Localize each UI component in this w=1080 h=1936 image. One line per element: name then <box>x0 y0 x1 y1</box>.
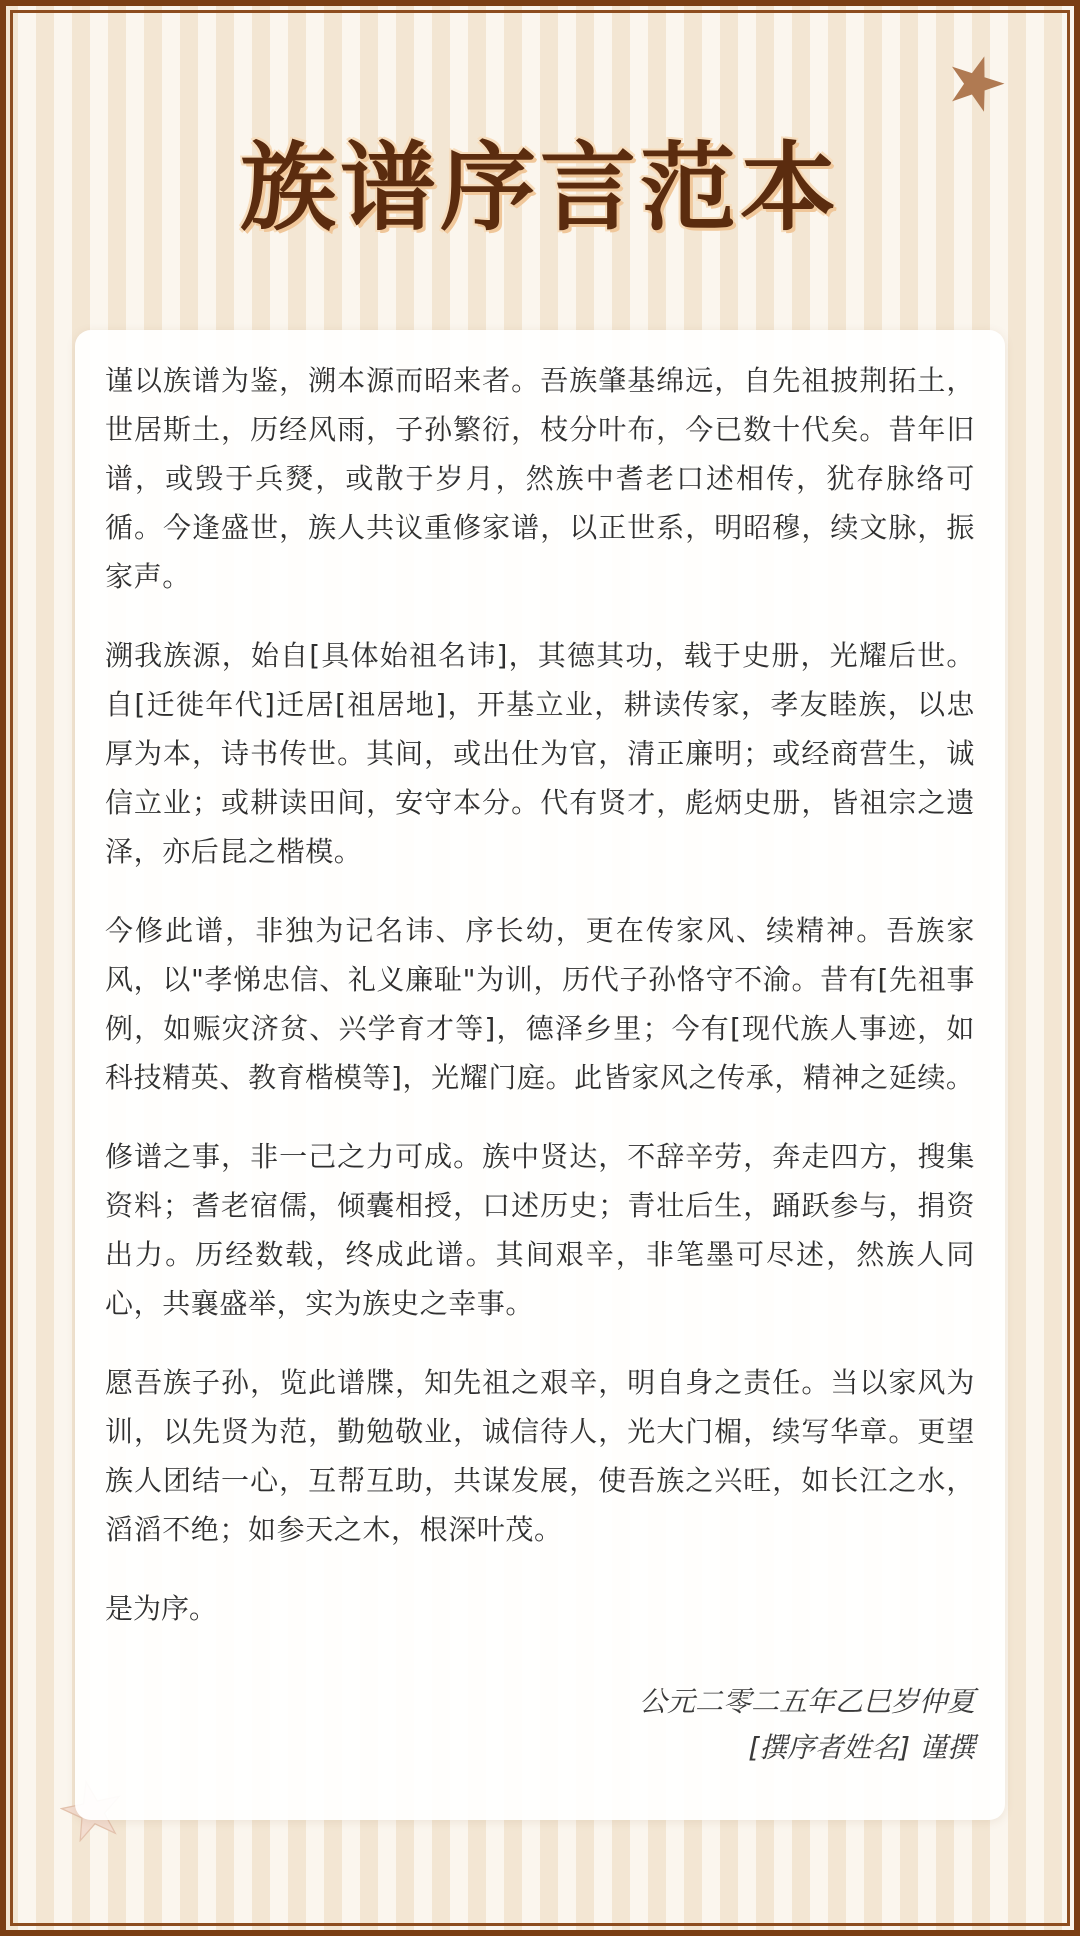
content-card <box>75 330 1005 1820</box>
paragraph: 今修此谱，非独为记名讳、序长幼，更在传家风、续精神。吾族家风，以"孝悌忠信、礼义廉耻"为训，历代子孙恪守不渝。昔有[先祖事例，如赈灾济贫、兴学育才等]，德泽乡里；今有[现代族人事迹，如科技精英、教育楷模等]，光耀门庭。此皆家风之传承，精神之延续。 <box>105 914 975 1094</box>
closing-line: 是为序。 <box>105 1592 218 1625</box>
paragraph: 溯我族源，始自[具体始祖名讳]，其德其功，载于史册，光耀后世。自[迁徙年代]迁居[祖居地]，开基立业，耕读传家，孝友睦族，以忠厚为本，诗书传世。其间，或出仕为官，清正廉明；或经商营生，诚信立业；或耕读田间，安守本分。代有贤才，彪炳史册，皆祖宗之遗泽，亦后昆之楷模。 <box>105 639 975 868</box>
signature-date: 公元二零二五年乙巳岁仲夏 <box>638 1685 975 1718</box>
paragraph: 愿吾族子孙，览此谱牒，知先祖之艰辛，明自身之责任。当以家风为训，以先贤为范，勤勉敬业，诚信待人，光大门楣，续写华章。更望族人团结一心，互帮互助，共谋发展，使吾族之兴旺，如长江之水，滔滔不绝；如参天之木，根深叶茂。 <box>105 1366 975 1546</box>
page-title: 族谱序言范本 <box>240 132 840 244</box>
star-icon <box>946 52 1006 112</box>
signature-author: [撰序者姓名] 谨撰 <box>748 1731 975 1764</box>
signature-block <box>105 1679 975 1771</box>
paragraph: 修谱之事，非一己之力可成。族中贤达，不辞辛劳，奔走四方，搜集资料；耆老宿儒，倾囊相授，口述历史；青壮后生，踊跃参与，捐资出力。历经数载，终成此谱。其间艰辛，非笔墨可尽述，然族人同心，共襄盛举，实为族史之幸事。 <box>105 1140 975 1320</box>
paragraph: 谨以族谱为鉴，溯本源而昭来者。吾族肇基绵远，自先祖披荆拓土，世居斯土，历经风雨，子孙繁衍，枝分叶布，今已数十代矣。昔年旧谱，或毁于兵燹，或散于岁月，然族中耆老口述相传，犹存脉络可循。今逢盛世，族人共议重修家谱，以正世系，明昭穆，续文脉，振家声。 <box>105 364 975 593</box>
